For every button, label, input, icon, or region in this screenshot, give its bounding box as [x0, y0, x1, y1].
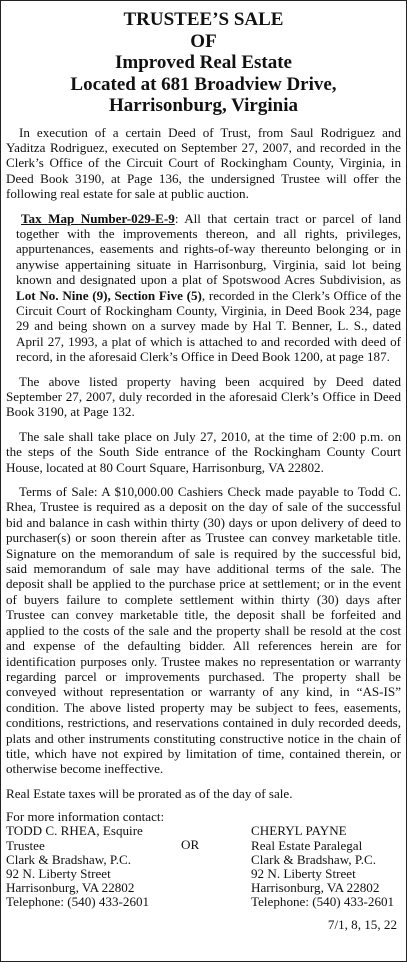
contact-left-street: 92 N. Liberty Street	[6, 865, 111, 881]
contact-left-firm: Clark & Bradshaw, P.C.	[6, 851, 131, 867]
contact-right-street: 92 N. Liberty Street	[251, 865, 356, 881]
contact-right-role: Real Estate Paralegal	[251, 837, 363, 853]
contacts-block	[6, 824, 401, 909]
title-line-2: OF	[190, 30, 217, 52]
title-line-3: Improved Real Estate	[115, 52, 292, 73]
contact-left-role: Trustee	[6, 837, 45, 853]
acquired-paragraph: The above listed property having been acquired by Deed dated September 27, 2007, duly recorded in the aforesaid Clerk’s Office in Deed Book 3190, at Page 132.	[6, 373, 401, 420]
or-separator: OR	[181, 837, 200, 853]
contact-left-phone: Telephone: (540) 433-2601	[6, 894, 150, 910]
taxes-paragraph: Real Estate taxes will be prorated as of the day of sale.	[6, 785, 293, 801]
contact-right-phone: Telephone: (540) 433-2601	[251, 894, 395, 910]
contact-intro	[6, 810, 401, 824]
contact-right-firm: Clark & Bradshaw, P.C.	[251, 851, 376, 867]
contact-intro-label: For more information contact:	[6, 809, 165, 825]
notice-title	[6, 9, 401, 117]
publication-dates: 7/1, 8, 15, 22	[327, 916, 397, 932]
contact-right-name: CHERYL PAYNE	[251, 823, 347, 839]
terms-paragraph: Terms of Sale: A $10,000.00 Cashiers Check made payable to Todd C. Rhea, Trustee is required as a deposit on the day of sale of the successful bid and balance in cash within thirty (30) days or upon delivery of deed to purchaser(s) or soon therein after as Trustee can convey marketable title. Signature on the memorandum of sale is required by the successful bid, said memorandum of sale may have additional terms of the sale. The deposit shall be applied to the purchase price at settlement; or in the event of buyers failure to complete settlement within thirty (30) days after Trustee can convey marketable title, the deposit shall be forfeited and applied to the costs of the sale and the property shall be resold at the cost and expense of the defaulting bidder. All references herein are for identification purposes only. Trustee makes no representation or warranty regarding parcel or improvements purchased. The property shall be conveyed without representation or warranty of any kind, in “AS-IS” condition. The above listed property may be subject to fees, easements, conditions, restrictions, and reservations contained in duly recorded deeds, plats and other instruments constituting constructive notice in the chain of title, which have not expired by limitation of time, contained therein, or otherwise become ineffective.	[6, 484, 401, 777]
property-text-b: , recorded in the Clerk’s Office of the Circuit Court of Rockingham County, Virginia, in Deed Book 234, page 29 and being shown on a survey made by Hal T. Benner, L. S., dated April 27, 1993, a plat of which is attached to and recorded with deed of record, in the aforesaid Clerk’s Office in Deed Book 1200, at page 187.	[16, 287, 402, 365]
contact-trustee	[6, 824, 181, 909]
sale-time-paragraph: The sale shall take place on July 27, 2010, at the time of 2:00 p.m. on the steps of the South Side entrance of the Rockingham County Court House, located at 80 Court Square, Harrisonburg, VA 22802.	[6, 428, 401, 475]
title-line-1: TRUSTEE’S SALE	[123, 9, 284, 30]
contact-right-city: Harrisonburg, VA 22802	[251, 880, 380, 896]
title-line-5: Harrisonburg, Virginia	[109, 95, 298, 116]
title-line-4: Located at 681 Broadview Drive,	[70, 73, 337, 95]
contact-left-city: Harrisonburg, VA 22802	[6, 880, 135, 896]
property-text-a: : All that certain tract or parcel of land together with the improvements thereon, and all rights, privileges, appurtenances, easements and rights-of-way thereunto belonging or in anywise appertaining situate in Harrisonburg, Virginia, said lot being known and designated upon a plat of Spotswood Acres Subdivision, as	[16, 210, 401, 288]
intro-paragraph: In execution of a certain Deed of Trust, from Saul Rodriguez and Yaditza Rodriguez, executed on September 27, 2007, and recorded in the Clerk’s Office of the Circuit Court of Rockingham County, Virginia, in Deed Book 3190, at Page 136, the undersigned Trustee will offer the following real estate for sale at public auction.	[6, 124, 401, 202]
tax-map-number: Tax Map Number-029-E-9	[21, 210, 175, 226]
contact-paralegal	[251, 824, 401, 909]
contact-left-name: TODD C. RHEA, Esquire	[6, 823, 143, 839]
lot-number: Lot No. Nine (9), Section Five (5)	[16, 287, 202, 303]
property-description	[16, 211, 401, 365]
